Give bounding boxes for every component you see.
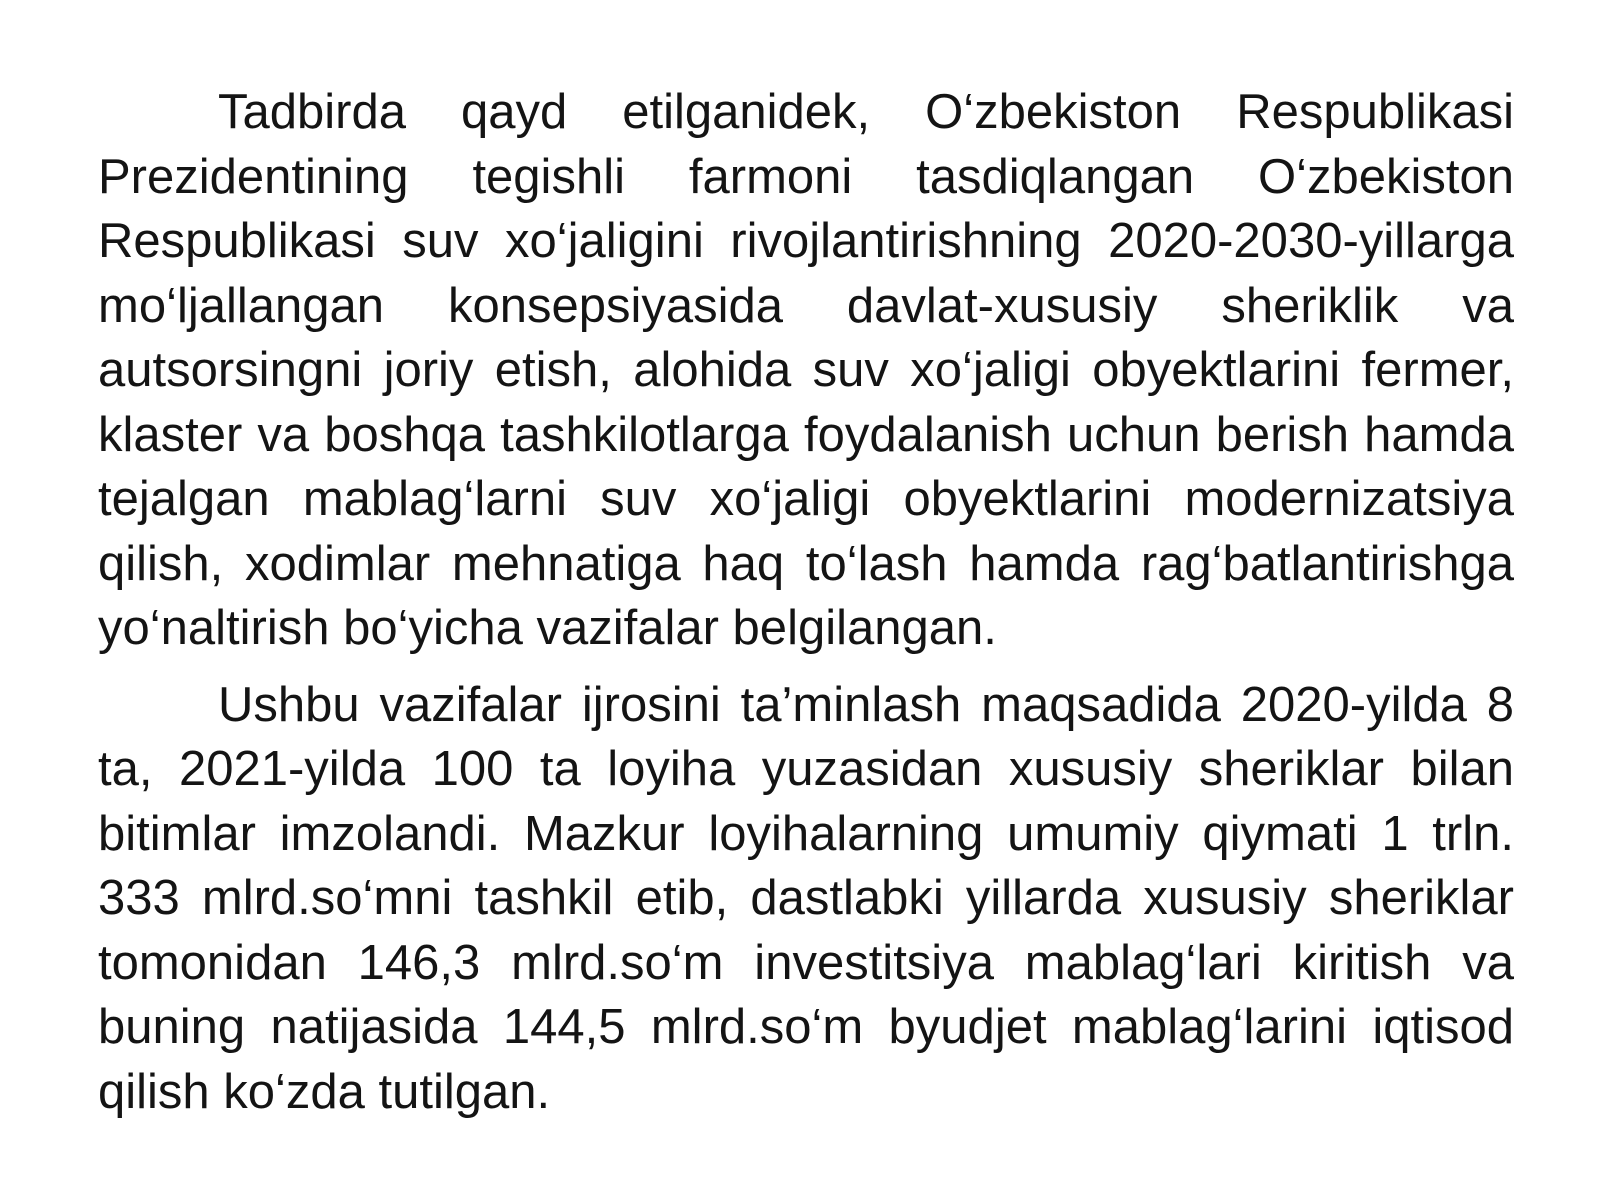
document-body (98, 80, 1514, 1136)
paragraph-2: Ushbu vazifalar ijrosini ta’minlash maqsadida 2020-yilda 8 ta, 2021-yilda 100 ta loyiha yuzasidan xususiy sheriklar bilan bitimlar imzolandi. Mazkur loyihalarning umumiy qiymati 1 trln. 333 mlrd.so‘mni tashkil etib, dastlabki yillarda xususiy sheriklar tomonidan 146,3 mlrd.so‘m investitsiya mablag‘lari kiritish va buning natijasida 144,5 mlrd.so‘m byudjet mablag‘larini iqtisod qilish ko‘zda tutilgan. (98, 677, 1514, 1119)
paragraph-1: Tadbirda qayd etilganidek, O‘zbekiston Respublikasi Prezidentining tegishli farmoni tasdiqlangan O‘zbekiston Respublikasi suv xo‘jaligini rivojlantirishning 2020-2030-yillarga mo‘ljallangan konsepsiyasida davlat-xususiy sheriklik va autsorsingni joriy etish, alohida suv xo‘jaligi obyektlarini fermer, klaster va boshqa tashkilotlarga foydalanish uchun berish hamda tejalgan mablag‘larni suv xo‘jaligi obyektlarini modernizatsiya qilish, xodimlar mehnatiga haq to‘lash hamda rag‘batlantirishga yo‘naltirish bo‘yicha vazifalar belgilangan. (98, 85, 1514, 655)
